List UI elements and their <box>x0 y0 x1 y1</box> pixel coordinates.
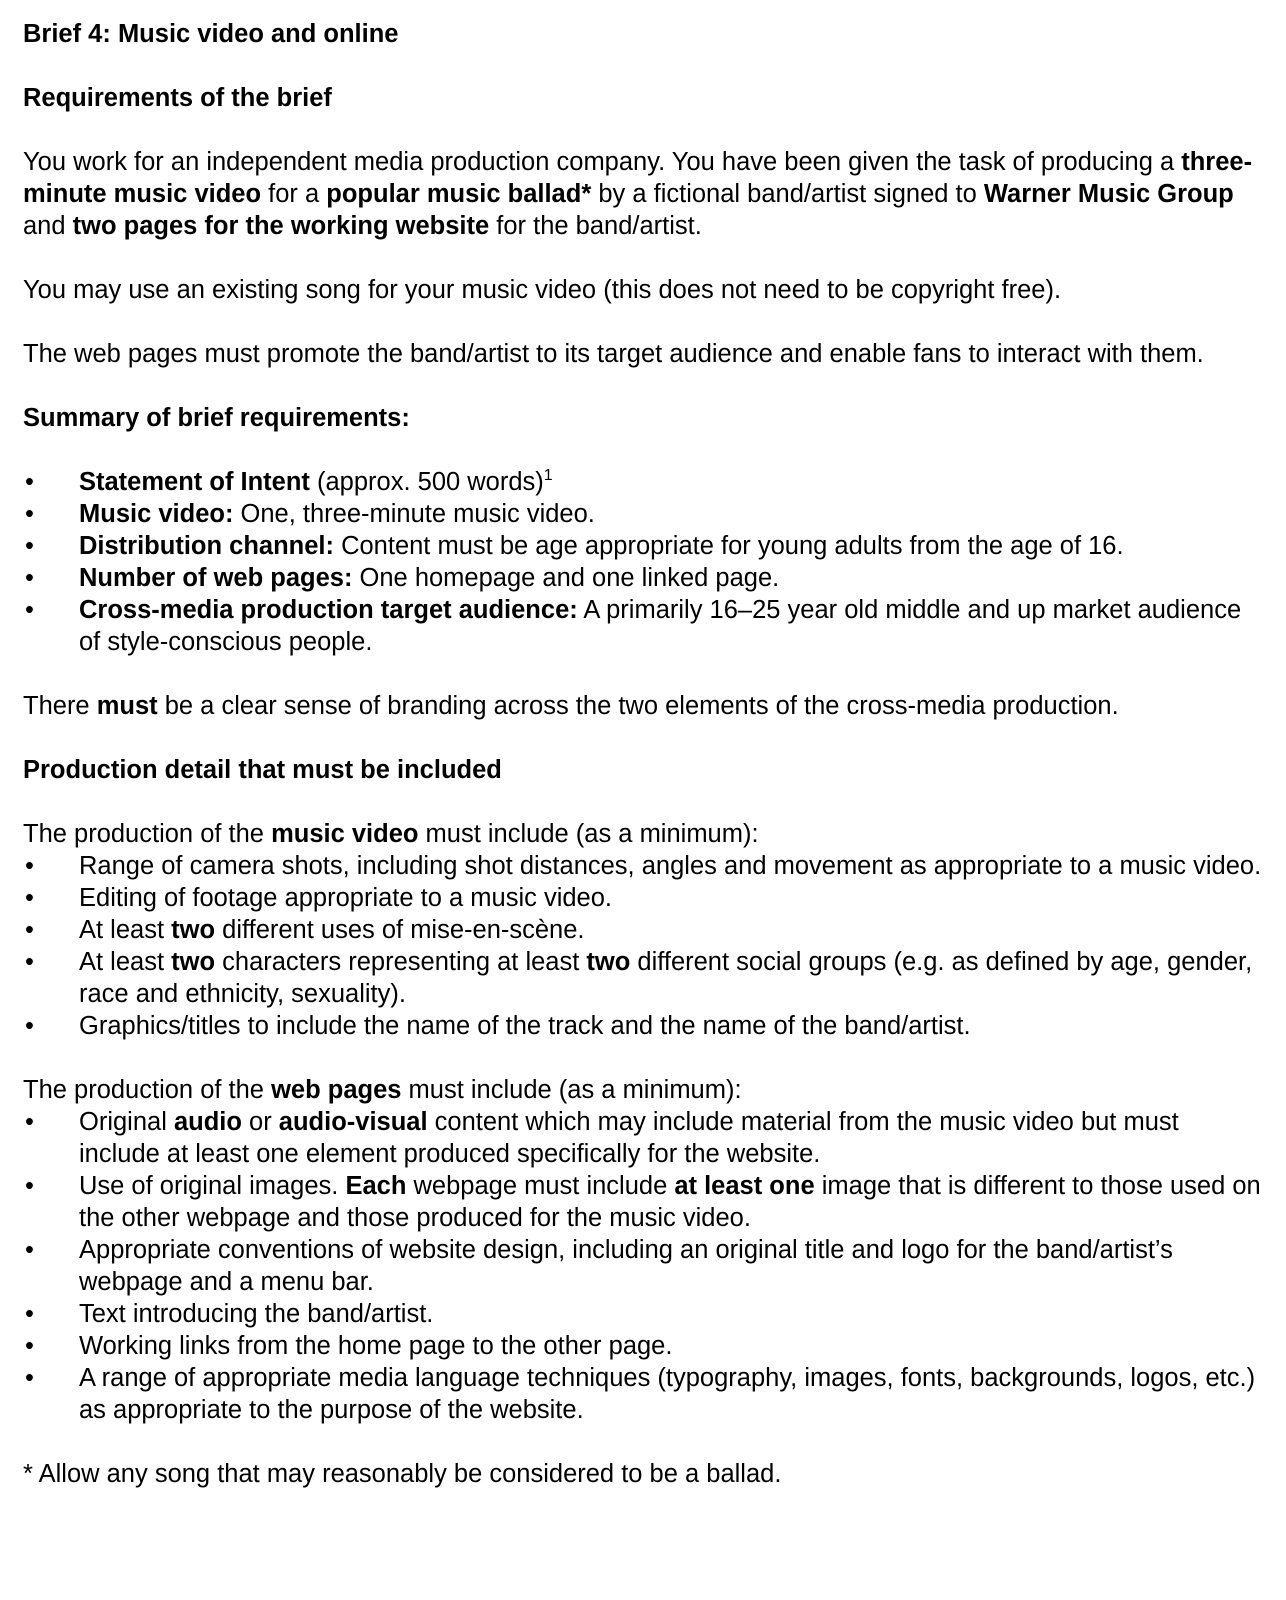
intro-text-2: for a <box>261 180 327 208</box>
intro-text-3: by a fictional band/artist signed to <box>591 180 984 208</box>
wp-item-text-intro: • Text introducing the band/artist. <box>23 1298 1266 1330</box>
web-pages-list <box>23 1106 1266 1426</box>
summary-item-text: (approx. 500 words) <box>309 468 544 496</box>
branding-text-1: There <box>23 692 97 720</box>
intro-paragraph <box>23 146 1266 242</box>
summary-item-web-pages <box>23 562 1266 594</box>
mv-item-bold: two <box>171 948 216 976</box>
summary-item-label: Distribution channel: <box>79 532 334 560</box>
intro-bold-1: three-minute music video <box>23 148 1253 208</box>
summary-item-text: One homepage and one linked page. <box>352 564 780 592</box>
intro-bold-2: popular music ballad* <box>326 180 592 208</box>
mv-item-mise-en-scene <box>23 914 1266 946</box>
wp-item-text: or <box>241 1108 279 1136</box>
intro-text-1: You work for an independent media production company. You have been given the task of producing a <box>23 148 1182 176</box>
production-heading: Production detail that must be included <box>23 756 502 784</box>
intro-text-5: for the band/artist. <box>489 212 702 240</box>
wp-item-conventions: • Appropriate conventions of website design, including an original title and logo for the band/artist’s webpage and a menu bar. <box>23 1234 1266 1298</box>
mv-item-text: different social groups (e.g. as defined by age, gender, race and ethnicity, sexuality). <box>79 948 1253 1008</box>
web-pages-intro <box>23 1074 1266 1106</box>
footnote-marker: 1 <box>543 467 553 484</box>
wp-item-text: webpage must include <box>406 1172 675 1200</box>
mv-intro-text-2: must include (as a minimum): <box>418 820 759 848</box>
wp-item-bold: Each <box>345 1172 407 1200</box>
wp-intro-text-2: must include (as a minimum): <box>401 1076 742 1104</box>
summary-item-statement <box>23 466 1266 498</box>
web-promote-paragraph: The web pages must promote the band/artist to its target audience and enable fans to interact with them. <box>23 340 1204 368</box>
requirements-heading: Requirements of the brief <box>23 84 332 112</box>
wp-item-bold: audio-visual <box>278 1108 428 1136</box>
music-video-intro <box>23 818 1266 850</box>
branding-text-2: be a clear sense of branding across the two elements of the cross-media production. <box>157 692 1119 720</box>
wp-item-audio <box>23 1106 1266 1170</box>
brief-title: Brief 4: Music video and online <box>23 20 399 48</box>
existing-song-paragraph: You may use an existing song for your music video (this does not need to be copyright free). <box>23 276 1062 304</box>
summary-item-music-video <box>23 498 1266 530</box>
summary-item-text: A primarily 16–25 year old middle and up market audience of style-conscious people. <box>79 596 1242 656</box>
summary-item-target-audience <box>23 594 1266 658</box>
mv-item-bold: two <box>171 916 216 944</box>
music-video-list <box>23 850 1266 1042</box>
summary-item-label: Statement of Intent <box>79 468 310 496</box>
wp-item-text: Use of original images. <box>79 1172 346 1200</box>
footnote: * Allow any song that may reasonably be considered to be a ballad. <box>23 1460 782 1488</box>
wp-intro-bold: web pages <box>271 1076 402 1104</box>
wp-item-links: • Working links from the home page to the other page. <box>23 1330 1266 1362</box>
mv-item-text: At least <box>79 948 172 976</box>
summary-item-distribution <box>23 530 1266 562</box>
summary-list <box>23 466 1266 658</box>
summary-heading: Summary of brief requirements: <box>23 404 410 432</box>
mv-item-bold: two <box>586 948 631 976</box>
branding-bold: must <box>96 692 158 720</box>
wp-item-text: image that is different to those used on the other webpage and those produced for the music video. <box>79 1172 1261 1232</box>
summary-item-text: One, three-minute music video. <box>233 500 595 528</box>
wp-item-text: Original <box>79 1108 174 1136</box>
mv-item-camera-shots: • Range of camera shots, including shot distances, angles and movement as appropriate to a music video. <box>23 850 1266 882</box>
intro-bold-3: Warner Music Group <box>983 180 1234 208</box>
wp-item-bold: at least one <box>674 1172 815 1200</box>
summary-item-label: Music video: <box>79 500 234 528</box>
wp-item-media-language: • A range of appropriate media language techniques (typography, images, fonts, backgrounds, logos, etc.) as appropriate to the purpose of the website. <box>23 1362 1266 1426</box>
wp-intro-text-1: The production of the <box>23 1076 272 1104</box>
branding-paragraph <box>23 690 1266 722</box>
intro-text-4: and <box>23 212 73 240</box>
wp-item-bold: audio <box>173 1108 242 1136</box>
mv-intro-bold: music video <box>271 820 419 848</box>
wp-item-text: content which may include material from the music video but must include at least one element produced specifically for the website. <box>79 1108 1179 1168</box>
mv-item-characters <box>23 946 1266 1010</box>
mv-item-graphics: • Graphics/titles to include the name of the track and the name of the band/artist. <box>23 1010 1266 1042</box>
summary-item-text: Content must be age appropriate for young adults from the age of 16. <box>334 532 1124 560</box>
mv-intro-text-1: The production of the <box>23 820 272 848</box>
mv-item-editing: • Editing of footage appropriate to a music video. <box>23 882 1266 914</box>
summary-item-label: Number of web pages: <box>79 564 353 592</box>
mv-item-text: At least <box>79 916 172 944</box>
mv-item-text: characters representing at least <box>215 948 587 976</box>
summary-item-label: Cross-media production target audience: <box>79 596 578 624</box>
intro-bold-4: two pages for the working website <box>72 212 490 240</box>
mv-item-text: different uses of mise-en-scène. <box>215 916 585 944</box>
wp-item-images <box>23 1170 1266 1234</box>
